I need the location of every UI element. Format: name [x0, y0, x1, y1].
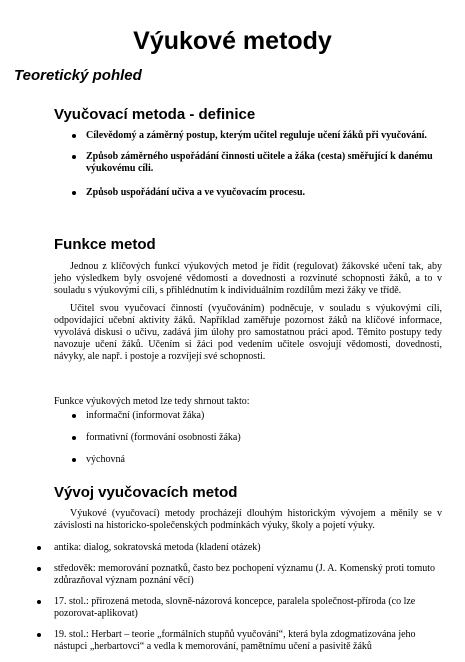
page-subtitle: Teoretický pohled	[14, 67, 142, 84]
list-item: 17. stol.: přirozená metoda, slovně-názorová koncepce, paralela společnost-příroda (co lze pozorovat-aplikovat)	[54, 596, 444, 620]
bullet-icon	[72, 436, 76, 440]
bullet-icon	[37, 600, 41, 604]
list-item: antika: dialog, sokratovská metoda (kladení otázek)	[54, 542, 444, 554]
paragraph: Učitel svou vyučovací činností (vyučováním) podněcuje, v souladu s výukovými cíli, odpovídající učební aktivity žáků. Například zaměřuje pozornost žáků na klíčové informace, vyvolává diskusi o učivu, zadává jim úlohy pro samostatnou práci apod. Těmito postupy tedy navozuje učení žáků. Učením si žáci pod vedením učitele osvojují vědomosti, dovednosti, návyky, ale např. i postoje a rozvíjejí své schopnosti.	[54, 303, 442, 362]
definition-list	[86, 130, 444, 208]
bullet-icon	[72, 414, 76, 418]
section-heading-funkce: Funkce metod	[54, 236, 156, 253]
bullet-icon	[72, 155, 76, 159]
bullet-icon	[72, 134, 76, 138]
bullet-icon	[37, 633, 41, 637]
page-title: Výukové metody	[133, 27, 332, 55]
bullet-icon	[72, 458, 76, 462]
list-item: středověk: memorování poznatků, často bez pochopení významu (J. A. Komenský proti tomuto zdůrazňoval význam poznání věcí)	[54, 563, 444, 587]
list-item: Způsob uspořádání učiva a ve vyučovacím procesu.	[86, 187, 444, 199]
section-heading-vyvoj: Vývoj vyučovacích metod	[54, 484, 238, 501]
list-item: Cílevědomý a záměrný postup, kterým učitel reguluje učení žáků při vyučování.	[86, 130, 444, 142]
list-item: Způsob záměrného uspořádání činnosti učitele a žáka (cesta) směřující k danému výukovému cíli.	[86, 151, 444, 175]
bullet-icon	[37, 546, 41, 550]
paragraph: Jednou z klíčových funkcí výukových metod je řídit (regulovat) žákovské učení tak, aby jeho výsledkem byly osvojené vědomosti a dovednosti a rozvinuté schopnosti žáků, a to v souladu s výukovými cíli, s přihlédnutím k individuálním rozdílům mezi žáky ve třídě.	[54, 261, 442, 296]
list-item: informační (informovat žáka)	[86, 410, 416, 422]
list-item: 19. stol.: Herbart – teorie „formálních stupňů vyučování“, která byla zdogmatizována jeho nástupci „herbartovci“ a vedla k memorování, pamětnímu učení a pasivitě žáků	[54, 629, 444, 653]
history-list	[54, 542, 444, 662]
section-heading-definice: Vyučovací metoda - definice	[54, 106, 256, 123]
list-item: formativní (formování osobnosti žáka)	[86, 432, 416, 444]
list-item: výchovná	[86, 454, 416, 466]
paragraph: Výukové (vyučovací) metody procházejí dlouhým historickým vývojem a měnily se v závislosti na historicko-společenských podmínkách výuky, školy a pojetí výuky.	[54, 508, 442, 531]
function-list	[86, 410, 416, 476]
bullet-icon	[72, 191, 76, 195]
bullet-icon	[37, 567, 41, 571]
paragraph: Funkce výukových metod lze tedy shrnout takto:	[54, 396, 250, 407]
